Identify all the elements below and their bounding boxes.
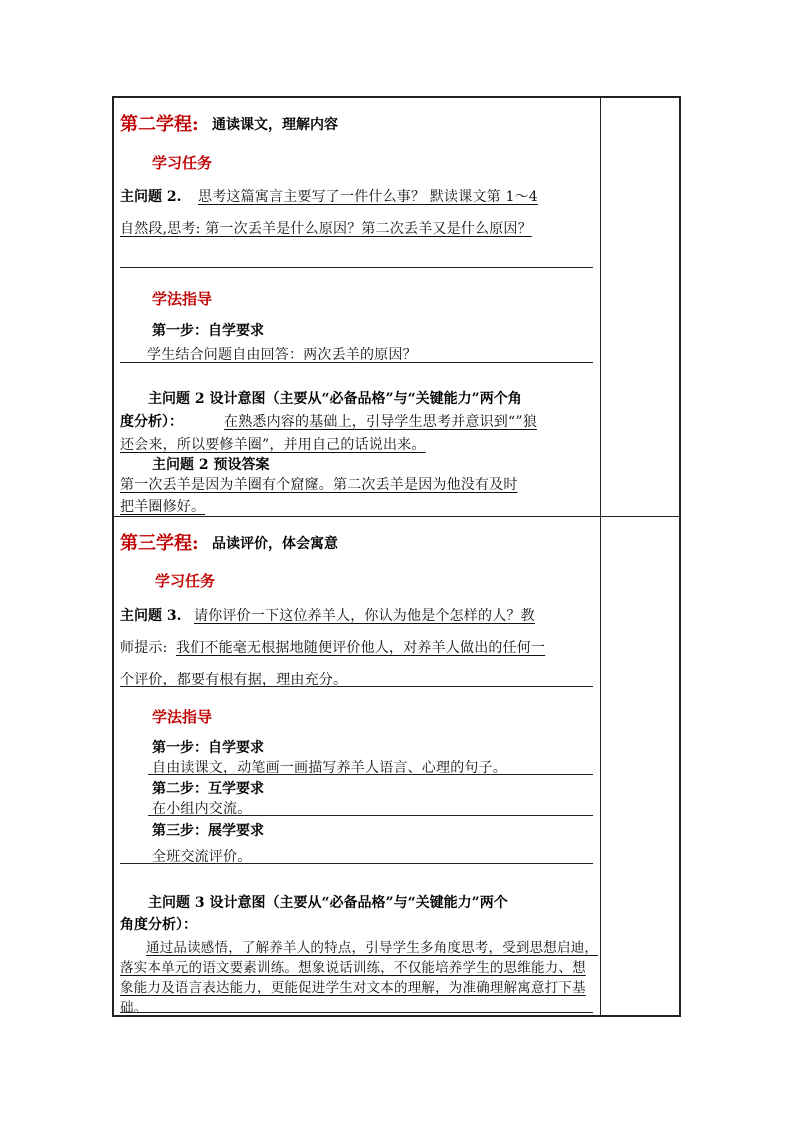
section3-subtitle: 品读评价，体会寓意 bbox=[212, 536, 338, 552]
section2-step1-label: 第一步：自学要求 bbox=[152, 323, 264, 339]
section3-question-label2: 师提示: bbox=[120, 640, 168, 656]
section2-question-line2: 自然段,思考: 第一次丢羊是什么原因？第二次丢羊又是什么原因？ bbox=[120, 221, 532, 237]
section3-method-heading: 学法指导 bbox=[152, 708, 213, 726]
section3-design-line2: 角度分析）： bbox=[120, 917, 197, 933]
section3-question-line3: 个评价，都要有根有据，理由充分。 bbox=[120, 672, 348, 688]
section3-step2-text: 在小组内交流。 bbox=[152, 801, 252, 817]
row-divider bbox=[114, 516, 679, 517]
section3-step1-label: 第一步：自学要求 bbox=[152, 740, 264, 756]
section2-title: 第二学程: bbox=[120, 114, 199, 135]
section2-design-text2: 在熟悉内容的基础上，引导学生思考并意识到“”狼 bbox=[224, 414, 537, 430]
step1-rule bbox=[120, 362, 593, 363]
section3-design-text4: 础。 bbox=[120, 1000, 148, 1016]
section2-question-label: 主问题 2. bbox=[120, 189, 182, 205]
section3-design-text3: 象能力及语言表达能力，更能促进学生对文本的理解，为准确理解寓意打下基 bbox=[120, 980, 586, 996]
section3-step3-label: 第三步：展学要求 bbox=[152, 823, 264, 839]
section2-design-line3: 还会来，所以要修羊圈”，并用自己的话说出来。 bbox=[120, 437, 426, 453]
section2-design-line1: 主问题 2 设计意图（主要从“必备品格”与“关键能力”两个角 bbox=[148, 391, 522, 407]
section2-question-line1: 思考这篇寓言主要写了一件什么事？ 默读课文第 1～4 bbox=[198, 189, 538, 205]
section2-answer-line1: 第一次丢羊是因为羊圈有个窟窿。第二次丢羊是因为他没有及时 bbox=[120, 477, 518, 493]
section3-design-text2: 落实本单元的语文要素训练。想象说话训练，不仅能培养学生的思维能力、想 bbox=[120, 960, 586, 976]
section3-question-label: 主问题 3. bbox=[120, 608, 182, 624]
section2-design-label2: 度分析）： bbox=[120, 414, 183, 430]
step1-rule-3 bbox=[148, 774, 593, 775]
section3-question-line1: 请你评价一下这位养羊人，你认为他是个怎样的人？教 bbox=[194, 608, 535, 624]
section3-step3-text: 全班交流评价。 bbox=[152, 849, 252, 865]
section2-task-heading: 学习任务 bbox=[152, 154, 213, 172]
step3-rule bbox=[120, 863, 593, 864]
column-divider bbox=[600, 98, 601, 1015]
section2-subtitle: 通读课文，理解内容 bbox=[212, 117, 338, 133]
question3-rule bbox=[120, 686, 593, 687]
section2-step1-text: 学生结合问题自由回答：两次丢羊的原因？ bbox=[147, 347, 417, 363]
section3-step2-label: 第二步：互学要求 bbox=[152, 781, 264, 797]
step2-rule bbox=[148, 815, 593, 816]
section2-method-heading: 学法指导 bbox=[152, 290, 213, 308]
section2-answer-line2: 把羊圈修好。 bbox=[120, 499, 206, 515]
section2-answer-label: 主问题 2 预设答案 bbox=[152, 457, 270, 473]
section3-step1-text: 自由读课文，动笔画一画描写养羊人语言、心理的句子。 bbox=[152, 760, 507, 776]
design3-rule bbox=[120, 1012, 593, 1013]
section3-title: 第三学程: bbox=[120, 533, 199, 554]
section3-question-line2: 我们不能毫无根据地随便评价他人，对养羊人做出的任何一 bbox=[176, 640, 546, 656]
answer-blank-line bbox=[120, 267, 593, 268]
section3-design-text1: 通过品读感悟，了解养羊人的特点，引导学生多角度思考，受到思想启迪， bbox=[146, 940, 599, 956]
section3-design-line1: 主问题 3 设计意图（主要从“必备品格”与“关键能力”两个 bbox=[148, 895, 508, 911]
section3-task-heading: 学习任务 bbox=[155, 572, 216, 590]
